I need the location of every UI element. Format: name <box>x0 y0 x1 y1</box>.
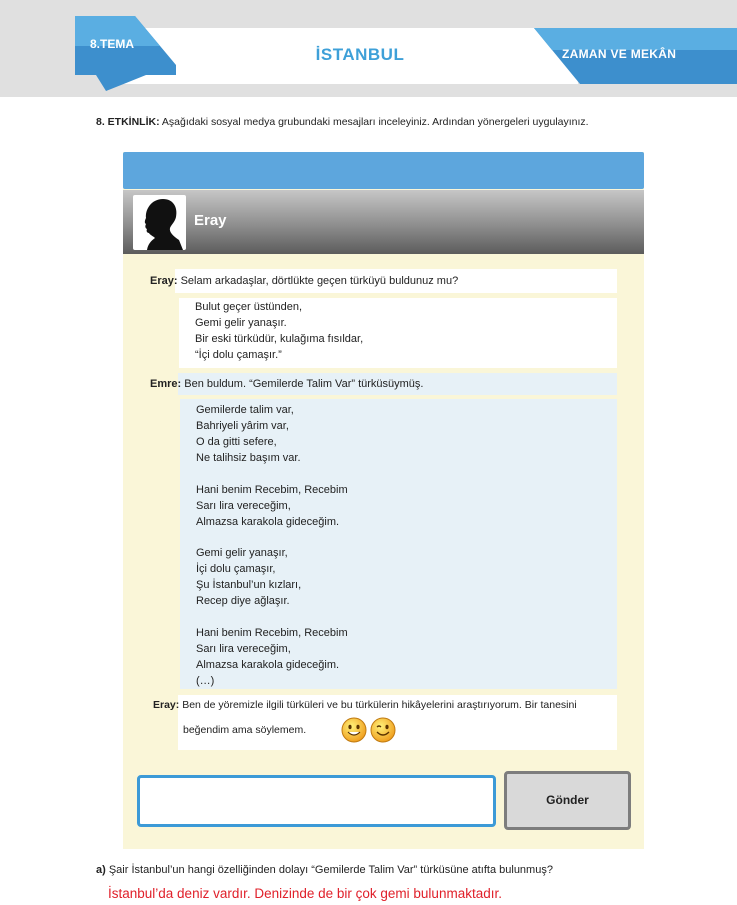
poem-line: Sarı lira vereceğim, <box>196 499 291 512</box>
chat-window <box>123 152 644 849</box>
smile-emoji-icon <box>341 717 367 743</box>
poem-line: Gemi gelir yanaşır. <box>195 317 287 329</box>
poem-line: Şu İstanbul’un kızları, <box>196 579 302 591</box>
poem-line: Bahriyeli yârim var, <box>196 420 289 432</box>
message-input[interactable] <box>137 775 496 827</box>
poem-line: Recep diye ağlaşır. <box>196 595 290 607</box>
poem-block <box>196 402 348 689</box>
section-label: ZAMAN VE MEKÂN <box>562 47 677 61</box>
poem-line: (…) <box>196 674 215 687</box>
poem-line: Bulut geçer üstünden, <box>195 301 303 313</box>
question-label: a) <box>96 864 106 876</box>
poem-line: Sarı lira vereceğim, <box>196 642 291 655</box>
message-text: Ben buldum. “Gemilerde Talim Var” türküsüymüş. <box>184 378 424 390</box>
poem-line: “İçi dolu çamaşır.” <box>195 349 282 361</box>
poem-line: Gemi gelir yanaşır, <box>196 547 288 559</box>
wink-emoji-icon <box>370 717 396 743</box>
send-button[interactable]: Gönder <box>504 771 631 830</box>
message-row <box>150 376 618 392</box>
message-text: Selam arkadaşlar, dörtlükte geçen türküyü buldunuz mu? <box>180 275 459 287</box>
avatar[interactable] <box>133 195 186 250</box>
tema-label: 8.TEMA <box>90 37 135 51</box>
answer-text: İstanbul’da deniz vardır. Denizinde de bir çok gemi bulunmaktadır. <box>108 886 502 901</box>
poem-line: Bir eski türküdür, kulağıma fısıldar, <box>195 333 364 345</box>
poem-line: Gemilerde talim var, <box>196 404 294 416</box>
activity-label: 8. ETKİNLİK: <box>96 116 160 128</box>
poem-block <box>195 299 363 363</box>
user-silhouette-icon <box>133 195 186 250</box>
message-sender: Eray: <box>153 699 180 711</box>
chat-user-name: Eray <box>194 212 227 229</box>
message-text: beğendim ama söylemem. <box>183 724 307 736</box>
message-text: Ben de yöremizle ilgili türküleri ve bu türkülerin hikâyelerini araştırıyorum. Bir tanesini <box>182 699 577 711</box>
message-sender: Emre: <box>150 378 182 390</box>
question-a <box>96 864 553 876</box>
poem-line: Hani benim Recebim, Recebim <box>196 626 348 639</box>
activity-text: Aşağıdaki sosyal medya grubundaki mesajları inceleyiniz. Ardından yönergeleri uygulayınız. <box>159 116 589 128</box>
message-row <box>150 273 618 289</box>
poem-line: O da gitti sefere, <box>196 436 277 448</box>
poem-line: Ne talihsiz başım var. <box>196 452 301 464</box>
message-sender: Eray: <box>150 275 178 287</box>
chat-title-bar <box>123 152 644 189</box>
message-row <box>183 722 306 738</box>
tema-tab-tail <box>96 75 146 91</box>
poem-line: Almazsa karakola gideceğim. <box>196 658 340 671</box>
activity-instruction <box>96 116 589 128</box>
chat-user-bar <box>123 190 644 254</box>
stanza-gap <box>196 530 348 546</box>
page-title: İSTANBUL <box>315 45 405 64</box>
stanza-gap <box>196 609 348 625</box>
question-text: Şair İstanbul’un hangi özelliğinden dolayı “Gemilerde Talim Var” türküsüne atıfta bulunmuş? <box>105 864 553 876</box>
poem-line: Almazsa karakola gideceğim. <box>196 515 340 528</box>
poem-line: Hani benim Recebim, Recebim <box>196 483 348 496</box>
stanza-gap <box>196 466 348 482</box>
poem-line: İçi dolu çamaşır, <box>196 563 276 575</box>
message-row <box>153 697 623 713</box>
